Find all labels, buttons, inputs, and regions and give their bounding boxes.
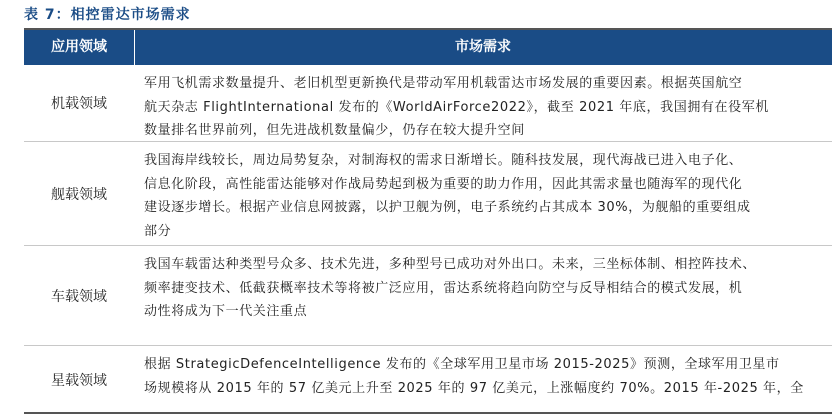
field-cell: 舰载领域 <box>51 187 107 203</box>
demand-cell <box>134 346 804 413</box>
demand-line: 场规模将从 2015 年的 57 亿美元上升至 2025 年的 97 亿美元，上涨幅度约 70%。2015 年-2025 年，全 <box>144 380 804 396</box>
demand-line: 根据 StrategicDefenceIntelligence 发布的《全球军用卫星市场 2015-2025》预测，全球军用卫星市 <box>144 357 780 372</box>
demand-line: 建设逐步增长。根据产业信息网披露，以护卫舰为例，电子系统约占其成本 30%，为舰船的重要组成 <box>144 200 751 215</box>
table-row-airborne <box>24 65 832 141</box>
demand-cell <box>134 142 751 246</box>
demand-line: 部分 <box>144 223 172 239</box>
demand-cell <box>134 246 756 346</box>
demand-line: 航天杂志 FlightInternational 发布的《WorldAirForce2022》，截至 2021 年底，我国拥有在役军机 <box>144 99 769 115</box>
table-row-vehicle <box>24 245 832 346</box>
market-demand-table <box>24 28 832 414</box>
demand-line: 军用飞机需求数量提升、老旧机型更新换代是带动军用机载雷达市场发展的重要因素。根据英国航空 <box>144 76 743 91</box>
demand-line: 我国海岸线较长，周边局势复杂，对制海权的需求日渐增长。随科技发展，现代海战已进入电子化、 <box>144 153 743 168</box>
demand-line: 信息化阶段，高性能雷达能够对作战局势起到极为重要的助力作用，因此其需求量也随海军的现代化 <box>144 176 743 192</box>
demand-cell <box>134 65 769 141</box>
header-market-demand: 市场需求 <box>455 39 511 55</box>
demand-line: 我国车载雷达种类型号众多、技术先进，多种型号已成功对外出口。未来，三坐标体制、相控阵技术、 <box>144 257 757 272</box>
demand-line: 频率捷变技术、低截获概率技术等将被广泛应用，雷达系统将趋向防空与反导相结合的模式发展，机 <box>144 280 743 296</box>
demand-line: 动性将成为下一代关注重点 <box>144 304 308 319</box>
demand-line: 数量排名世界前列，但先进战机数量偏少，仍存在较大提升空间 <box>144 123 525 138</box>
table-row-shipborne <box>24 141 832 246</box>
table-header <box>24 30 832 65</box>
table-row-spaceborne <box>24 345 832 413</box>
field-cell: 车载领域 <box>51 289 107 305</box>
field-cell: 星载领域 <box>51 372 107 389</box>
table-caption: 表 7：相控雷达市场需求 <box>24 7 191 23</box>
field-cell: 机载领域 <box>51 96 107 112</box>
header-application-field: 应用领域 <box>24 30 135 65</box>
